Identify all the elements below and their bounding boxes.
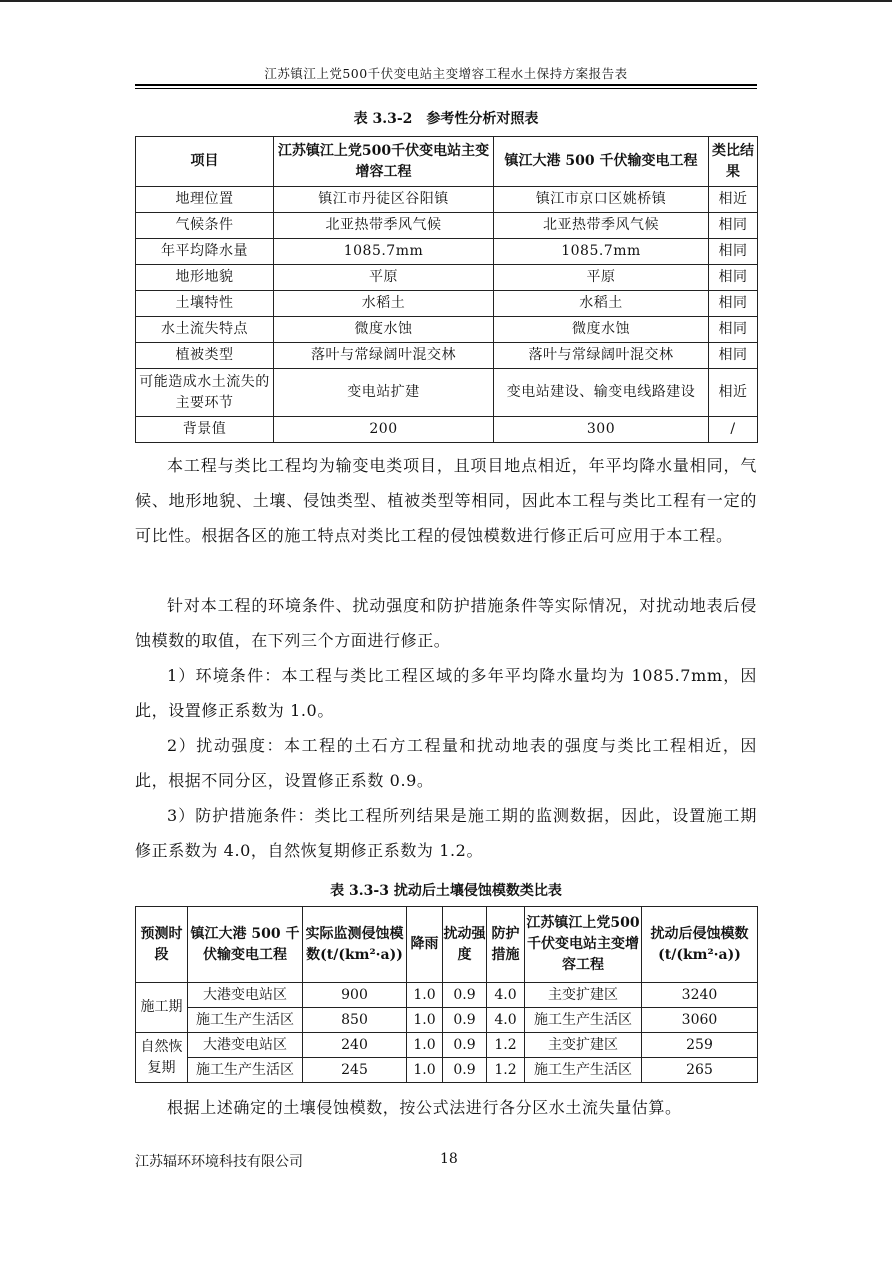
table-row bbox=[136, 1008, 758, 1033]
table-row bbox=[136, 1058, 758, 1083]
cell: 施工生产生活区 bbox=[188, 1058, 303, 1083]
cell: 年平均降水量 bbox=[136, 239, 274, 265]
page-number: 18 bbox=[440, 1151, 458, 1167]
cell: 平原 bbox=[274, 265, 494, 291]
header-rule bbox=[135, 84, 757, 86]
header-cell: 镇江大港 500 千伏输变电工程 bbox=[188, 907, 303, 983]
cell: 水稻土 bbox=[494, 291, 709, 317]
paragraph: 根据上述确定的土壤侵蚀模数，按公式法进行各分区水土流失量估算。 bbox=[167, 1098, 682, 1117]
cell: / bbox=[709, 417, 758, 443]
cell: 相同 bbox=[709, 343, 758, 369]
header-cell: 扰动强度 bbox=[443, 907, 487, 983]
cell: 水稻土 bbox=[274, 291, 494, 317]
table-row bbox=[136, 265, 758, 291]
cell: 1.0 bbox=[407, 983, 443, 1008]
cell: 施工生产生活区 bbox=[525, 1008, 642, 1033]
paragraph: 1）环境条件：本工程与类比工程区域的多年平均降水量均为 1085.7mm，因此，设置修正系数为 1.0。 bbox=[135, 666, 757, 720]
table-row bbox=[136, 291, 758, 317]
cell: 落叶与常绿阔叶混交林 bbox=[274, 343, 494, 369]
header-rule-thin bbox=[135, 88, 757, 89]
cell: 265 bbox=[642, 1058, 758, 1083]
cell: 900 bbox=[303, 983, 407, 1008]
table-row bbox=[136, 187, 758, 213]
cell: 北亚热带季风气候 bbox=[494, 213, 709, 239]
erosion-modulus-table bbox=[135, 906, 758, 1083]
cell: 0.9 bbox=[443, 1008, 487, 1033]
cell: 可能造成水土流失的主要环节 bbox=[136, 369, 274, 417]
cell: 微度水蚀 bbox=[274, 317, 494, 343]
period-cell: 自然恢复期 bbox=[136, 1033, 188, 1083]
cell: 1.0 bbox=[407, 1008, 443, 1033]
paragraph: 3）防护措施条件：类比工程所列结果是施工期的监测数据，因此，设置施工期修正系数为 4.0，自然恢复期修正系数为 1.2。 bbox=[135, 806, 757, 860]
cell: 主变扩建区 bbox=[525, 983, 642, 1008]
cell: 1085.7mm bbox=[494, 239, 709, 265]
cell: 北亚热带季风气候 bbox=[274, 213, 494, 239]
cell: 259 bbox=[642, 1033, 758, 1058]
cell: 1085.7mm bbox=[274, 239, 494, 265]
cell: 镇江市丹徒区谷阳镇 bbox=[274, 187, 494, 213]
paragraph: 针对本工程的环境条件、扰动强度和防护措施条件等实际情况，对扰动地表后侵蚀模数的取值，在下列三个方面进行修正。 bbox=[135, 596, 757, 650]
header-cell: 江苏镇江上党500 千伏变电站主变增容工程 bbox=[525, 907, 642, 983]
cell: 相同 bbox=[709, 213, 758, 239]
cell: 大港变电站区 bbox=[188, 1033, 303, 1058]
cell: 200 bbox=[274, 417, 494, 443]
cell: 1.0 bbox=[407, 1033, 443, 1058]
paragraph: 2）扰动强度：本工程的土石方工程量和扰动地表的强度与类比工程相近，因此，根据不同分区，设置修正系数 0.9。 bbox=[135, 736, 757, 790]
page-header: 江苏镇江上党500千伏变电站主变增容工程水土保持方案报告表 bbox=[264, 66, 628, 81]
cell: 落叶与常绿阔叶混交林 bbox=[494, 343, 709, 369]
table1-caption: 表 3.3-2 参考性分析对照表 bbox=[353, 111, 539, 127]
cell: 平原 bbox=[494, 265, 709, 291]
table-row bbox=[136, 213, 758, 239]
table-header-row bbox=[136, 907, 758, 983]
cell: 3240 bbox=[642, 983, 758, 1008]
cell: 1.0 bbox=[407, 1058, 443, 1083]
table-row bbox=[136, 417, 758, 443]
cell: 施工生产生活区 bbox=[525, 1058, 642, 1083]
cell: 245 bbox=[303, 1058, 407, 1083]
cell: 相同 bbox=[709, 239, 758, 265]
cell: 主变扩建区 bbox=[525, 1033, 642, 1058]
cell: 4.0 bbox=[487, 983, 525, 1008]
header-cell: 项目 bbox=[136, 137, 274, 187]
cell: 土壤特性 bbox=[136, 291, 274, 317]
cell: 相同 bbox=[709, 265, 758, 291]
reference-comparison-table bbox=[135, 136, 758, 443]
header-cell: 类比结果 bbox=[709, 137, 758, 187]
header-cell: 防护措施 bbox=[487, 907, 525, 983]
cell: 相同 bbox=[709, 317, 758, 343]
cell: 气候条件 bbox=[136, 213, 274, 239]
top-border-line bbox=[0, 0, 892, 2]
cell: 相近 bbox=[709, 369, 758, 417]
cell: 1.2 bbox=[487, 1058, 525, 1083]
cell: 地理位置 bbox=[136, 187, 274, 213]
cell: 大港变电站区 bbox=[188, 983, 303, 1008]
cell: 相同 bbox=[709, 291, 758, 317]
header-cell: 江苏镇江上党500千伏变电站主变增容工程 bbox=[274, 137, 494, 187]
paragraph: 本工程与类比工程均为输变电类项目，且项目地点相近，年平均降水量相同，气候、地形地貌、土壤、侵蚀类型、植被类型等相同，因此本工程与类比工程有一定的可比性。根据各区的施工特点对类比工程的侵蚀模数进行修正后可应用于本工程。 bbox=[135, 456, 757, 545]
cell: 相近 bbox=[709, 187, 758, 213]
header-cell: 镇江大港 500 千伏输变电工程 bbox=[494, 137, 709, 187]
cell: 0.9 bbox=[443, 1033, 487, 1058]
cell: 背景值 bbox=[136, 417, 274, 443]
table-row bbox=[136, 1033, 758, 1058]
cell: 水土流失特点 bbox=[136, 317, 274, 343]
cell: 240 bbox=[303, 1033, 407, 1058]
cell: 4.0 bbox=[487, 1008, 525, 1033]
cell: 镇江市京口区姚桥镇 bbox=[494, 187, 709, 213]
cell: 300 bbox=[494, 417, 709, 443]
table-row bbox=[136, 239, 758, 265]
cell: 850 bbox=[303, 1008, 407, 1033]
period-cell: 施工期 bbox=[136, 983, 188, 1033]
cell: 微度水蚀 bbox=[494, 317, 709, 343]
cell: 1.2 bbox=[487, 1033, 525, 1058]
table-row bbox=[136, 983, 758, 1008]
cell: 0.9 bbox=[443, 1058, 487, 1083]
header-cell: 降雨 bbox=[407, 907, 443, 983]
cell: 变电站扩建 bbox=[274, 369, 494, 417]
table-row bbox=[136, 317, 758, 343]
table-row bbox=[136, 369, 758, 417]
footer-company: 江苏辐环环境科技有限公司 bbox=[135, 1154, 303, 1170]
cell: 植被类型 bbox=[136, 343, 274, 369]
cell: 地形地貌 bbox=[136, 265, 274, 291]
cell: 施工生产生活区 bbox=[188, 1008, 303, 1033]
header-cell: 扰动后侵蚀模数(t/(km²·a)) bbox=[642, 907, 758, 983]
header-cell: 预测时段 bbox=[136, 907, 188, 983]
table-header-row bbox=[136, 137, 758, 187]
cell: 变电站建设、输变电线路建设 bbox=[494, 369, 709, 417]
table-row bbox=[136, 343, 758, 369]
header-cell: 实际监测侵蚀模数(t/(km²·a)) bbox=[303, 907, 407, 983]
cell: 0.9 bbox=[443, 983, 487, 1008]
table2-caption: 表 3.3-3 扰动后土壤侵蚀模数类比表 bbox=[330, 883, 562, 899]
cell: 3060 bbox=[642, 1008, 758, 1033]
